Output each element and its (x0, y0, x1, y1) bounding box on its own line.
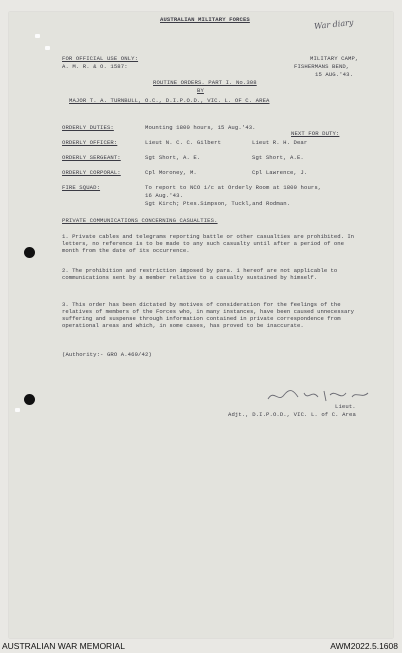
punch-hole (24, 247, 35, 258)
signatory-title: Adjt., D.I.P.O.D., VIC. L. of C. Area (228, 411, 356, 418)
orderly-duties-label: ORDERLY DUTIES: (62, 124, 114, 131)
paragraph-1: 1. Private cables and telegrams reporting battle or other casualties are prohibited. In letters, no reference is to be made to any such casualty until after a period of one month from the date of its occurrence. (62, 233, 355, 254)
location-line: FISHERMANS BEND, (294, 63, 350, 70)
orderly-officer-next: Lieut R. H. Dear (252, 139, 308, 146)
archive-footer (0, 639, 402, 653)
orderly-sergeant-next: Sgt Short, A.E. (252, 154, 304, 161)
orderly-corporal-next: Cpl Lawrence, J. (252, 169, 308, 176)
orderly-corporal-value: Cpl Moroney, M. (145, 169, 197, 176)
paragraph-3: 3. This order has been dictated by motives of consideration for the feelings of the relatives of members of the Forces who, in many instances, have been caused unnecessary suffering and suspense through information contained in private correspondence from operational areas and which, in some cases, has proved to be inaccurate. (62, 301, 355, 329)
staple-mark (35, 34, 40, 38)
orderly-officer-label: ORDERLY OFFICER: (62, 139, 118, 146)
issuing-officer: MAJOR T. A. TURNBULL, O.C., D.I.P.O.D., VIC. L. OF C. AREA (69, 97, 270, 104)
document-date: 15 AUG.'43. (315, 71, 354, 78)
document-title: AUSTRALIAN MILITARY FORCES (160, 16, 250, 23)
section-heading: PRIVATE COMMUNICATIONS CONCERNING CASUALTIES. (62, 217, 218, 224)
fire-squad-date: 16 Aug.'43. (145, 192, 184, 199)
signatory-rank: Lieut. (335, 403, 356, 410)
punch-hole (24, 394, 35, 405)
fire-squad-instruction: To report to NCO i/c at Orderly Room at 1800 hours, (145, 184, 322, 191)
orderly-duties-value: Mounting 1800 hours, 15 Aug.'43. (145, 124, 256, 131)
handwritten-note: War diary (313, 17, 354, 32)
catalogue-number: AWM2022.5.1608 (330, 641, 398, 651)
archive-name: AUSTRALIAN WAR MEMORIAL (2, 641, 125, 651)
staple-mark (15, 408, 20, 412)
next-for-duty-heading: NEXT FOR DUTY: (291, 130, 340, 137)
by-label: BY (197, 87, 204, 94)
orderly-sergeant-value: Sgt Short, A. E. (145, 154, 201, 161)
orderly-sergeant-label: ORDERLY SERGEANT: (62, 154, 121, 161)
routine-orders-heading: ROUTINE ORDERS. PART I. No.308 (153, 79, 257, 86)
orderly-officer-value: Lieut N. C. C. Gilbert (145, 139, 222, 146)
authority-reference: (Authority:- GRO A.469/42) (62, 351, 152, 358)
document-page (9, 12, 393, 638)
regulation-ref: A. M. R. & O. 1587: (62, 63, 128, 70)
fire-squad-label: FIRE SQUAD: (62, 184, 101, 191)
orderly-corporal-label: ORDERLY CORPORAL: (62, 169, 121, 176)
staple-mark (45, 46, 50, 50)
fire-squad-members: Sgt Kirch; Ptes.Simpson, Tuckl,and Rodman. (145, 200, 291, 207)
signature (264, 387, 374, 405)
official-use-line: FOR OFFICIAL USE ONLY: (62, 55, 139, 62)
paragraph-2: 2. The prohibition and restriction imposed by para. 1 hereof are not applicable to communications sent by a member relative to a casualty sustained by himself. (62, 267, 338, 281)
location-line: MILITARY CAMP, (310, 55, 359, 62)
